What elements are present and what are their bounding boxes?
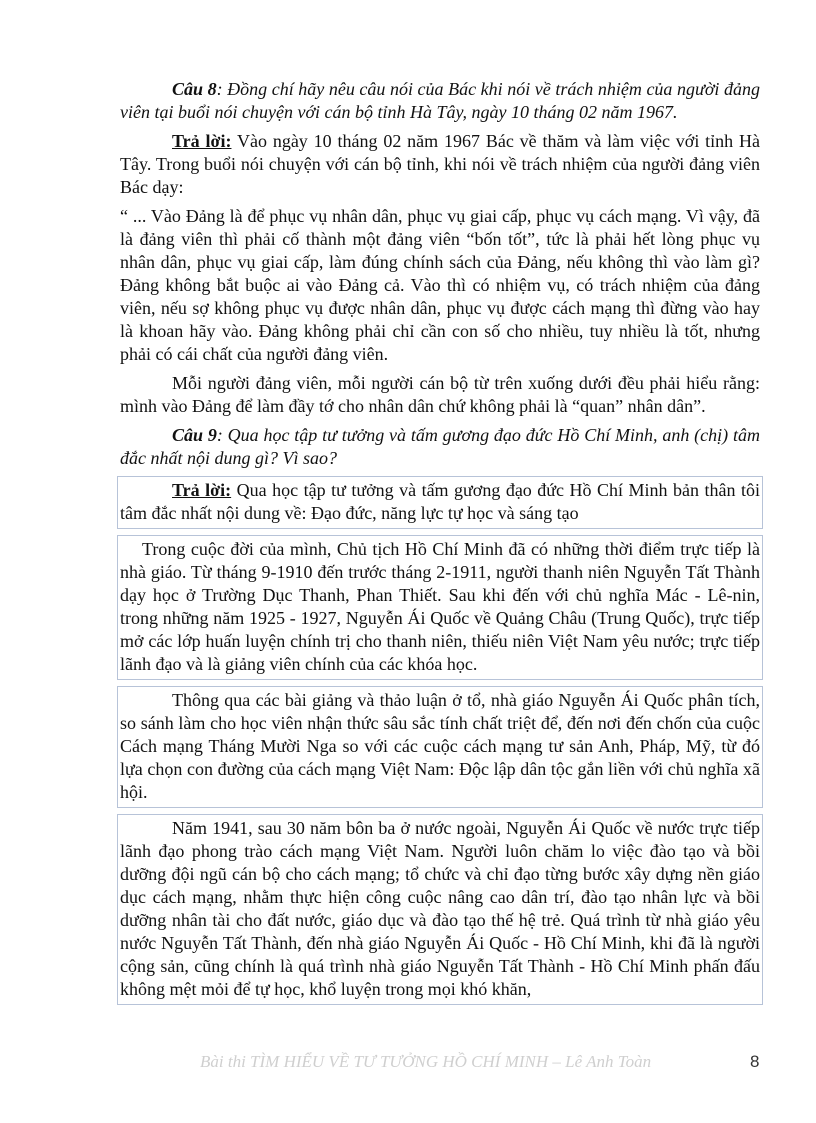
answer-8-quote: “ ... Vào Đảng là để phục vụ nhân dân, phục vụ giai cấp, phục vụ cách mạng. Vì vậy, đã là đảng viên thì phải cố thành một đảng viên “bốn tốt”, tức là phải hết lòng phục vụ nhân dân, phục vụ giai cấp, làm đúng chính sách của Đảng, nếu không thì vào làm gì? Đảng không bắt buộc ai vào Đảng cả. Vào thì có nhiệm vụ, có trách nhiệm của đảng viên, nếu sợ không phục vụ được nhân dân, phục vụ được cách mạng thì đừng vào hay là khoan hãy vào. Đảng không phải chỉ cần con số cho nhiều, tuy nhiều là tốt, nhưng phải có cái chất của người đảng viên. bbox=[120, 206, 760, 364]
answer-8-intro bbox=[120, 130, 760, 199]
answer-8-conclusion: Mỗi người đảng viên, mỗi người cán bộ từ trên xuống dưới đều phải hiểu rằng: mình vào Đảng để làm đầy tớ cho nhân dân chứ không phải là “quan” nhân dân”. bbox=[120, 373, 760, 416]
answer-9-label: Trả lời: bbox=[172, 480, 232, 500]
footer-title: Bài thi TÌM HIỂU VỀ TƯ TƯỞNG HỒ CHÍ MINH – Lê Anh Toàn bbox=[200, 1052, 652, 1071]
answer-8-intro-text: Vào ngày 10 tháng 02 năm 1967 Bác về thăm và làm việc với tỉnh Hà Tây. Trong buổi nói chuyện với cán bộ tỉnh, khi nói về trách nhiệm của người đảng viên Bác dạy: bbox=[120, 131, 760, 197]
question-9-text: : Qua học tập tư tưởng và tấm gương đạo đức Hồ Chí Minh, anh (chị) tâm đắc nhất nội dung gì? Vì sao? bbox=[120, 425, 760, 468]
question-8 bbox=[120, 78, 760, 124]
page-number: 8 bbox=[750, 1052, 760, 1071]
question-9-label: Câu 9 bbox=[172, 425, 217, 445]
page-content bbox=[120, 78, 760, 1005]
question-8-label: Câu 8 bbox=[172, 79, 217, 99]
answer-9-paragraph-1: Trong cuộc đời của mình, Chủ tịch Hồ Chí Minh đã có những thời điểm trực tiếp là nhà giáo. Từ tháng 9-1910 đến trước tháng 2-1911, người thanh niên Nguyễn Tất Thành dạy học ở Trường Dục Thanh, Phan Thiết. Sau khi đến với chủ nghĩa Mác - Lê-nin, trong những năm 1925 - 1927, Nguyễn Ái Quốc về Quảng Châu (Trung Quốc), trực tiếp mở các lớp huấn luyện chính trị cho thanh niên, thiếu niên Việt Nam yêu nước; trực tiếp lãnh đạo và là giảng viên chính của các khóa học. bbox=[117, 535, 763, 680]
answer-9-paragraph-2: Thông qua các bài giảng và thảo luận ở tổ, nhà giáo Nguyễn Ái Quốc phân tích, so sánh làm cho học viên nhận thức sâu sắc tính chất triệt để, đến nơi đến chốn của cuộc Cách mạng Tháng Mười Nga so với các cuộc cách mạng tư sản Anh, Pháp, Mỹ, từ đó lựa chọn con đường của cách mạng Việt Nam: Độc lập dân tộc gắn liền với chủ nghĩa xã hội. bbox=[117, 686, 763, 808]
answer-8-label: Trả lời: bbox=[172, 131, 232, 151]
answer-9-intro bbox=[117, 476, 763, 529]
question-9 bbox=[120, 424, 760, 470]
answer-9-paragraph-3: Năm 1941, sau 30 năm bôn ba ở nước ngoài, Nguyễn Ái Quốc về nước trực tiếp lãnh đạo phong trào cách mạng Việt Nam. Người luôn chăm lo việc đào tạo và bồi dưỡng đội ngũ cán bộ cho cách mạng; tổ chức và chỉ đạo từng bước xây dựng nền giáo dục cách mạng, nhằm thực hiện công cuộc nâng cao dân trí, đào tạo nhân lực và bồi dưỡng nhân tài cho đất nước, giáo dục và đào tạo thế hệ trẻ. Quá trình từ nhà giáo yêu nước Nguyễn Tất Thành, đến nhà giáo Nguyễn Ái Quốc - Hồ Chí Minh, khi đã là người cộng sản, cũng chính là quá trình nhà giáo Nguyễn Tất Thành - Hồ Chí Minh phấn đấu không mệt mỏi để tự học, khổ luyện trong mọi khó khăn, bbox=[117, 814, 763, 1005]
question-8-text: : Đồng chí hãy nêu câu nói của Bác khi nói về trách nhiệm của người đảng viên tại buổi nói chuyện với cán bộ tỉnh Hà Tây, ngày 10 tháng 02 năm 1967. bbox=[120, 79, 760, 122]
answer-9-intro-text: Qua học tập tư tưởng và tấm gương đạo đức Hồ Chí Minh bản thân tôi tâm đắc nhất nội dung về: Đạo đức, năng lực tự học và sáng tạo bbox=[120, 480, 761, 523]
